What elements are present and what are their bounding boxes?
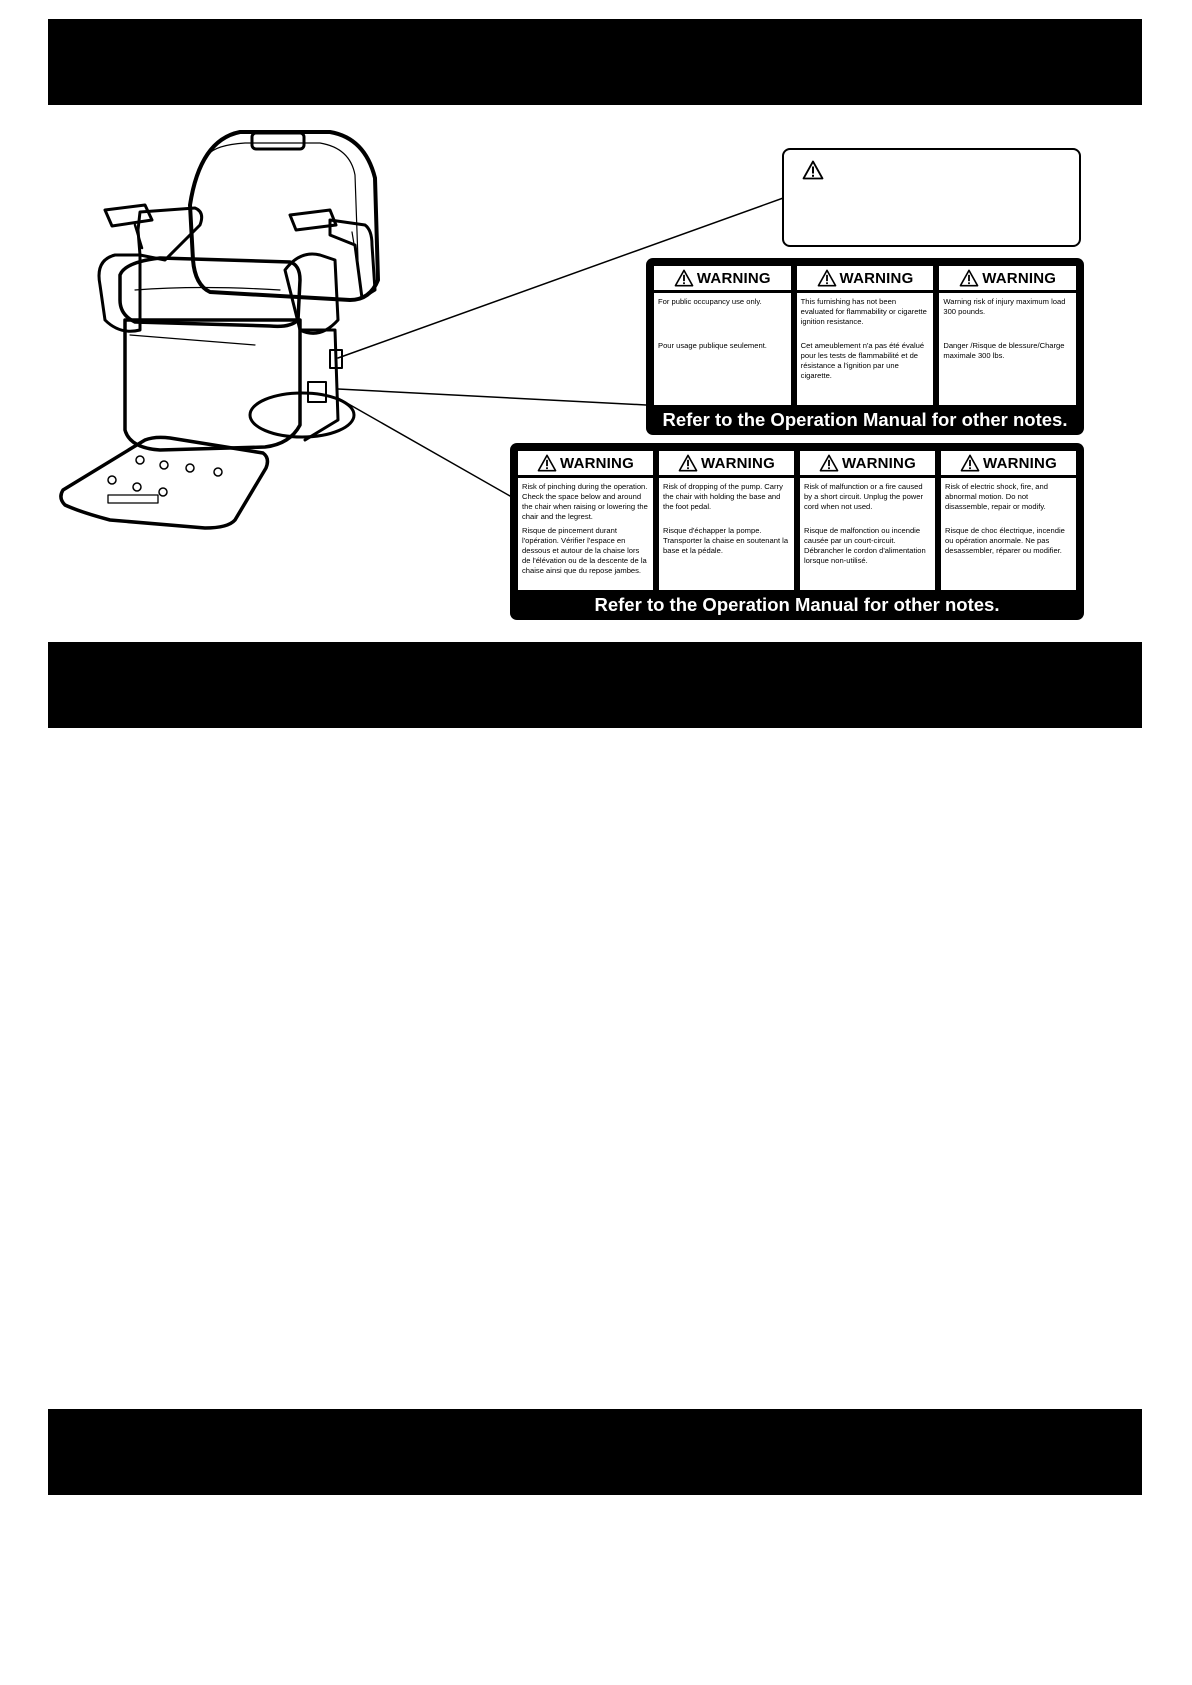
warning-heading [939,266,1076,290]
warning-heading [518,451,653,475]
warning-heading-text: WARNING [842,454,916,472]
warning-text-fr: Risque de choc électrique, incendie ou opération anormale. Ne pas desassembler, réparer ou modifier. [945,526,1065,555]
warning-text-en: Warning risk of injury maximum load 300 pounds. [943,297,1066,316]
warning-heading-text: WARNING [983,454,1057,472]
warning-heading-text: WARNING [839,269,914,287]
warning-text-en: Risk of electric shock, fire, and abnormal motion. Do not disassemble, repair or modify. [945,482,1048,511]
warning-text-fr: Risque de pincement durant l'opération. Vérifier l'espace en dessous et autour de la chaise lors de l'élévation ou de la descente de la chaise ainsi que du repose jambes. [522,526,647,575]
warning-text-fr: Danger /Risque de blessure/Charge maximale 300 lbs. [943,341,1065,360]
warning-text-en: Risk of dropping of the pump. Carry the chair with holding the base and the foot pedal. [663,482,783,511]
warning-text-fr: Pour usage publique seulement. [658,341,767,350]
warning-text-en: This furnishing has not been evaluated for flammability or cigarette ignition resistance. [800,297,927,326]
warning-triangle-icon [537,454,557,472]
warning-text-fr: Risque de malfonction ou incendie causée par un court-circuit. Débrancher le cordon d'alimentation lorsque non-utilisé. [804,526,926,565]
warning-card [797,266,934,405]
leader-line-top-labels [338,389,646,405]
warning-text-en: Risk of malfunction or a fire caused by a short circuit. Unplug the power cord when not used. [804,482,924,511]
operation-manual-note: Refer to the Operation Manual for other notes. [594,594,1000,615]
warning-callout-box [782,148,1081,247]
warning-triangle-icon [959,269,979,287]
warning-card-body [797,293,934,405]
warning-heading [800,451,935,475]
warning-heading-text: WARNING [701,454,775,472]
warning-heading [941,451,1076,475]
warning-heading [797,266,934,290]
warning-heading [659,451,794,475]
warning-card-body [659,478,794,590]
warning-text-fr: Cet ameublement n'a pas été évalué pour les tests de flammabilité et de résistance a l'ignition par une cigarette. [800,341,925,380]
warning-triangle-icon [678,454,698,472]
warning-triangle-icon [960,454,980,472]
warning-heading [654,266,791,290]
warning-card-body [939,293,1076,405]
warning-card-body [800,478,935,590]
warning-heading-text: WARNING [982,269,1057,287]
warning-text-en: For public occupancy use only. [658,297,762,306]
warning-card-body [654,293,791,405]
warning-card [800,451,935,590]
warning-label-panel-top [646,258,1084,435]
warning-card-body [518,478,653,590]
warning-label-panel-bottom [510,443,1084,620]
warning-card [654,266,791,405]
operation-manual-note: Refer to the Operation Manual for other notes. [662,409,1068,430]
warning-heading-text: WARNING [696,269,771,287]
warning-text-en: Risk of pinching during the operation. Check the space below and around the chair when raising or lowering the chair and the legrest. [522,482,648,521]
warning-triangle-icon [817,269,837,287]
warning-card-body [941,478,1076,590]
warning-triangle-icon [674,269,694,287]
warning-text-fr: Risque d'échapper la pompe. Transporter la chaise en soutenant la base et la pédale. [663,526,789,555]
warning-card [659,451,794,590]
warning-triangle-icon [819,454,839,472]
section-header-band-3 [48,1409,1142,1495]
warning-triangle-icon [802,160,824,180]
warning-card [941,451,1076,590]
warning-heading-text: WARNING [560,454,634,472]
warning-card [939,266,1076,405]
warning-card [518,451,653,590]
leader-line-bottom-labels [338,398,510,496]
